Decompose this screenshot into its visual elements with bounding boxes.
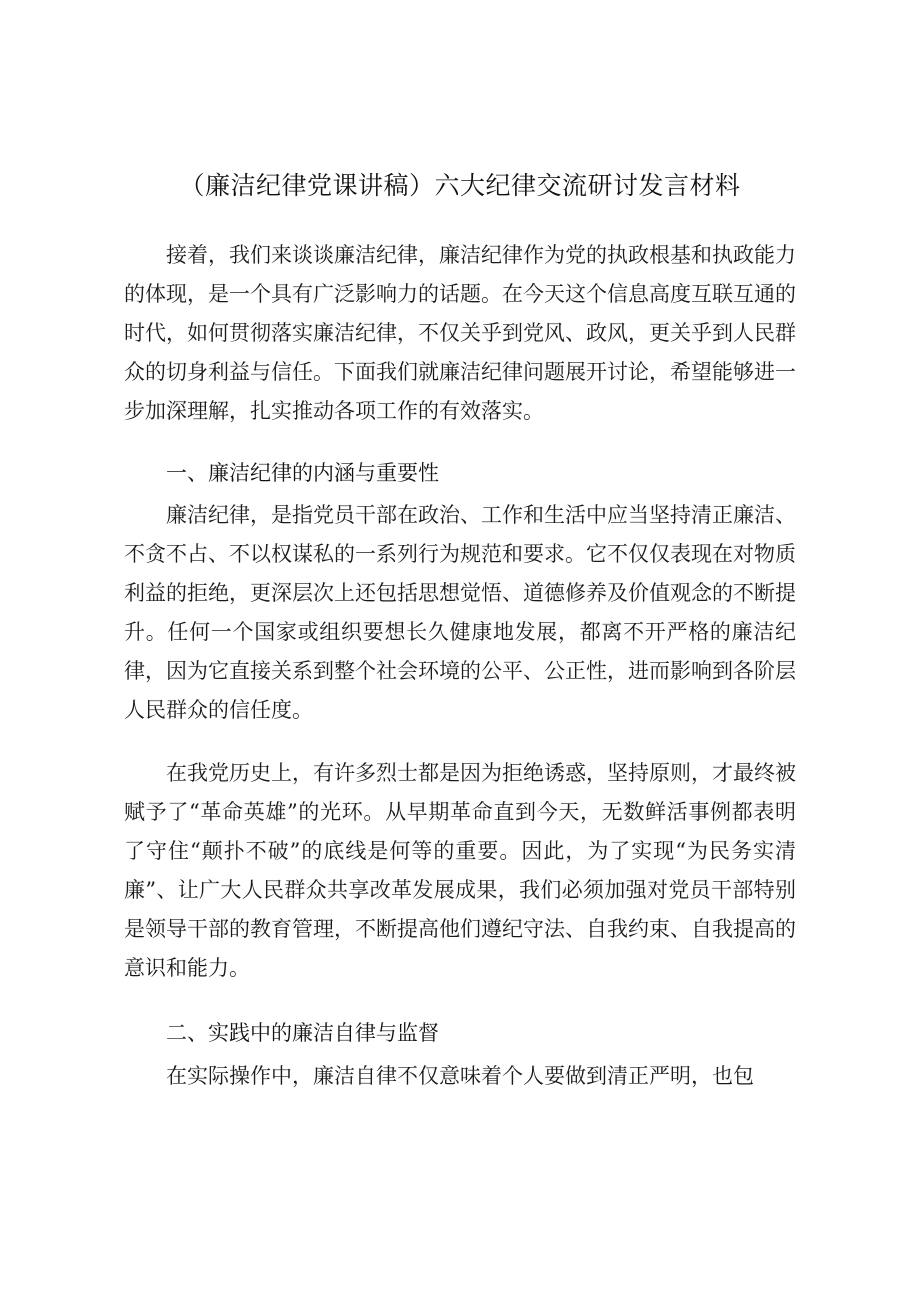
paragraph-history: 在我党历史上，有许多烈士都是因为拒绝诱惑，坚持原则，才最终被赋予了“革命英雄”的光环。从早期革命直到今天，无数鲜活事例都表明了守住“颠扑不破”的底线是何等的重要。因此，为了实现“为民务实清廉”、让广大人民群众共享改革发展成果，我们必须加强对党员干部特别是领导干部的教育管理，不断提高他们遵纪守法、自我约束、自我提高的意识和能力。	[124, 761, 796, 980]
paragraph-definition: 廉洁纪律，是指党员干部在政治、工作和生活中应当坚持清正廉洁、不贪不占、不以权谋私的一系列行为规范和要求。它不仅仅表现在对物质利益的拒绝，更深层次上还包括思想觉悟、道德修养及价值观念的不断提升。任何一个国家或组织要想长久健康地发展，都离不开严格的廉洁纪律，因为它直接关系到整个社会环境的公平、公正性，进而影响到各阶层人民群众的信任度。	[124, 503, 796, 722]
section-heading-2: 二、实践中的廉洁自律与监督	[166, 1021, 439, 1045]
document-title: （廉洁纪律党课讲稿）六大纪律交流研讨发言材料	[179, 171, 741, 200]
section-heading-1: 一、廉洁纪律的内涵与重要性	[166, 461, 439, 485]
paragraph-intro: 接着，我们来谈谈廉洁纪律，廉洁纪律作为党的执政根基和执政能力的体现，是一个具有广泛影响力的话题。在今天这个信息高度互联互通的时代，如何贯彻落实廉洁纪律，不仅关乎到党风、政风，更关乎到人民群众的切身利益与信任。下面我们就廉洁纪律问题展开讨论，希望能够进一步加深理解，扎实推动各项工作的有效落实。	[124, 243, 796, 423]
paragraph-practice: 在实际操作中，廉洁自律不仅意味着个人要做到清正严明，也包	[166, 1064, 754, 1088]
